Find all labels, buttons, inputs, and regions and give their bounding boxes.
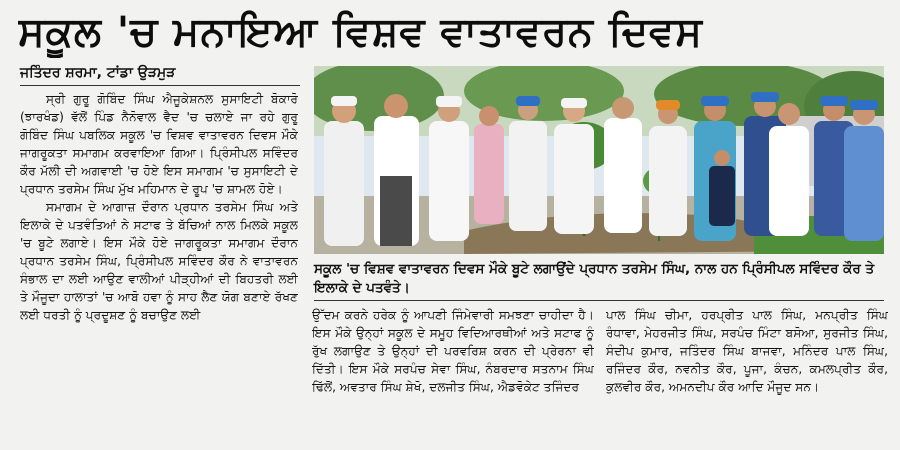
article-paragraph: ਉੱਦਮ ਕਰਨੇ ਹਰੇਕ ਨੂੰ ਆਪਣੀ ਜਿੰਮੇਵਾਰੀ ਸਮਝਣਾ ਚਾਹੀਦਾ ਹੈ। ਇਸ ਮੌਕੇ ਉਨ੍ਹਾਂ ਸਕੂਲ ਦੇ ਸਮੂਹ ਵਿਦਿਆਰਥੀਆਂ ਅਤੇ ਸਟਾਫ ਨੂੰ ਰੁੱਖ ਲਗਾਉਣ ਤੇ ਉਨ੍ਹਾਂ ਦੀ ਪਰਵਰਿਸ਼ ਕਰਨ ਦੀ ਪ੍ਰੇਰਨਾ ਵੀ ਦਿੱਤੀ। ਇਸ ਮੌਕੇ ਸਰਪੰਚ ਸੇਵਾ ਸਿੰਘ, ਨੰਬਰਦਾਰ ਸਤਨਾਮ ਸਿੰਘ ਢਿੱਲੋਂ, ਅਵਤਾਰ ਸਿੰਘ ਸ਼ੇਖੋ, ਦਲਜੀਤ ਸਿੰਘ, ਐਡਵੋਕੇਟ ਤਜਿੰਦਰ: [312, 308, 594, 394]
article-headline: ਸਕੂਲ 'ਚ ਮਨਾਇਆ ਵਿਸ਼ਵ ਵਾਤਾਵਰਨ ਦਿਵਸ: [18, 9, 703, 55]
article-paragraph: ਸ੍ਰੀ ਗੁਰੂ ਗੋਬਿੰਦ ਸਿੰਘ ਐਜੂਕੇਸ਼ਨਲ ਸੁਸਾਇਟੀ ਬੋਕਾਰੋ (ਝਾਰਖੰਡ) ਵੱਲੋਂ ਪਿੰਡ ਨੈਨੋਵਾਲ ਵੈਦ 'ਚ ਚਲਾਏ ਜਾ ਰਹੇ ਗੁਰੂ ਗੋਬਿੰਦ ਸਿੰਘ ਪਬਲਿਕ ਸਕੂਲ 'ਚ ਵਿਸ਼ਵ ਵਾਤਾਵਰਨ ਦਿਵਸ ਮੌਕੇ ਜਾਗਰੂਕਤਾ ਸਮਾਗਮ ਕਰਵਾਇਆ ਗਿਆ। ਪ੍ਰਿੰਸੀਪਲ ਸਵਿੰਦਰ ਕੌਰ ਮੱਲੀ ਦੀ ਅਗਵਾਈ 'ਚ ਹੋਏ ਇਸ ਸਮਾਗਮ 'ਚ ਸੁਸਾਇਟੀ ਦੇ ਪ੍ਰਧਾਨ ਤਰਸੇਮ ਸਿੰਘ ਮੁੱਖ ਮਹਿਮਾਨ ਦੇ ਰੂਪ 'ਚ ਸ਼ਾਮਲ ਹੋਏ।: [20, 92, 298, 196]
article-paragraph: ਪਾਲ ਸਿੰਘ ਚੀਮਾ, ਹਰਪ੍ਰੀਤ ਪਾਲ ਸਿੰਘ, ਮਨਪ੍ਰੀਤ ਸਿੰਘ ਰੰਧਾਵਾ, ਮੇਹਰਜੀਤ ਸਿੰਘ, ਸਰਪੰਚ ਮਿੰਟਾ ਬਸੋਆ, ਸੁਰਜੀਤ ਸਿੰਘ, ਸੰਦੀਪ ਕੁਮਾਰ, ਜਤਿੰਦਰ ਸਿੰਘ ਬਾਜਵਾ, ਮਨਿੰਦਰ ਪਾਲ ਸਿੰਘ, ਰਜਿੰਦਰ ਕੌਰ, ਨਵਨੀਤ ਕੌਰ, ਪੂਜਾ, ਕੰਚਨ, ਕਮਲਪ੍ਰੀਤ ਕੌਰ, ਕੁਲਵੀਰ ਕੌਰ, ਅਮਨਦੀਪ ਕੌਰ ਆਦਿ ਮੌਜੂਦ ਸਨ।: [606, 308, 888, 394]
article-column-right: [606, 306, 888, 446]
article-column-middle: [312, 306, 594, 446]
article-paragraph: ਸਮਾਗਮ ਦੇ ਆਗਾਜ਼ ਦੌਰਾਨ ਪ੍ਰਧਾਨ ਤਰਸੇਮ ਸਿੰਘ ਅਤੇ ਇਲਾਕੇ ਦੇ ਪਤਵੰਤਿਆਂ ਨੇ ਸਟਾਫ ਤੇ ਬੱਚਿਆਂ ਨਾਲ ਮਿਲਕੇ ਸਕੂਲ 'ਚ ਬੂਟੇ ਲਗਾਏ। ਇਸ ਮੌਕੇ ਹੋਏ ਜਾਗਰੂਕਤਾ ਸਮਾਗਮ ਦੌਰਾਨ ਪ੍ਰਧਾਨ ਤਰਸੇਮ ਸਿੰਘ, ਪ੍ਰਿੰਸੀਪਲ ਸਵਿੰਦਰ ਕੌਰ ਨੇ ਵਾਤਾਵਰਨ ਸੰਭਾਲ ਦਾ ਲਈ ਆਉਣ ਵਾਲੀਆਂ ਪੀੜ੍ਹੀਆਂ ਦੀ ਬਿਹਤਰੀ ਲਈ ਤੇ ਮੌਜੂਦਾ ਹਾਲਾਤਾਂ 'ਚ ਆਬੋ ਹਵਾ ਨੂੰ ਸਾਹ ਲੈਣ ਯੋਗ ਬਣਾਏ ਰੱਖਣ ਲਈ ਧਰਤੀ ਨੂੰ ਪ੍ਰਦੂਸ਼ਣ ਨੂੰ ਬਚਾਉਣ ਲਈ: [20, 200, 298, 322]
article-column-left: [20, 90, 298, 445]
article-byline: ਜਤਿੰਦਰ ਸ਼ਰਮਾ, ਟਾਂਡਾ ਉੜਮੁੜ: [20, 64, 300, 86]
photo-caption: ਸਕੂਲ 'ਚ ਵਿਸ਼ਵ ਵਾਤਾਵਰਨ ਦਿਵਸ ਮੌਕੇ ਬੂਟੇ ਲਗਾਉਂਦੇ ਪ੍ਰਧਾਨ ਤਰਸੇਮ ਸਿੰਘ, ਨਾਲ ਹਨ ਪ੍ਰਿੰਸੀਪਲ ਸਵਿੰਦਰ ਕੌਰ ਤੇ ਇਲਾਕੇ ਦੇ ਪਤਵੰਤੇ।: [314, 260, 884, 301]
tree-planting-photo: [314, 66, 884, 254]
news-photo: [314, 66, 884, 254]
